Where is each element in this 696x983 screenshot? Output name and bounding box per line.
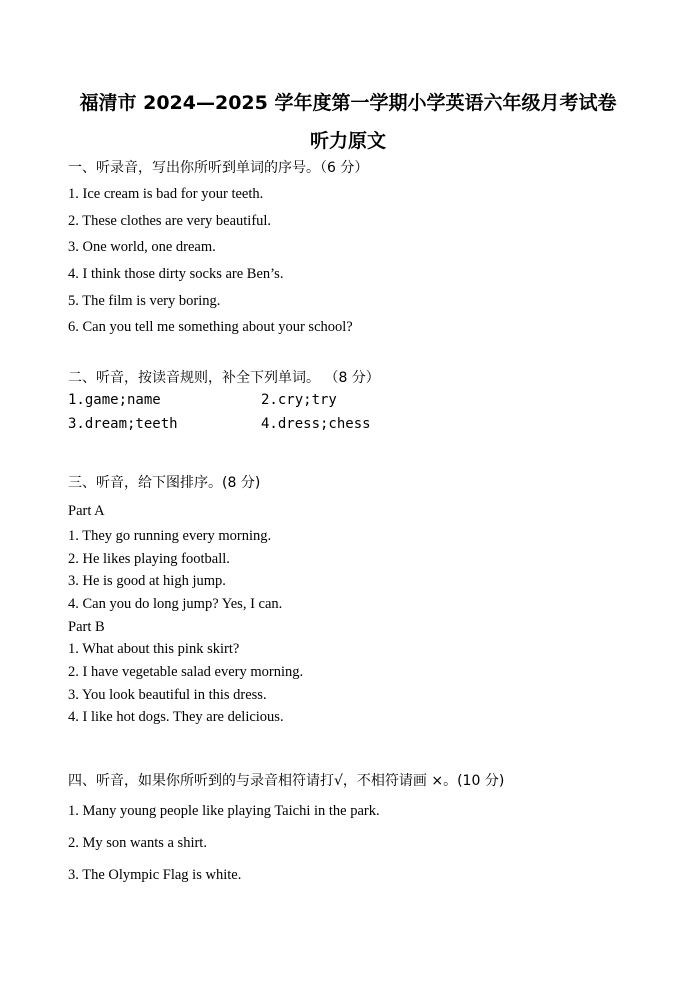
section-4-item: 2. My son wants a shirt.	[68, 835, 207, 851]
part-b-item: 4. I like hot dogs. They are delicious.	[68, 709, 284, 725]
part-b-item: 2. I have vegetable salad every morning.	[68, 664, 304, 680]
section-1-item: 2. These clothes are very beautiful.	[68, 213, 272, 229]
part-a-item: 3. He is good at high jump.	[68, 573, 226, 589]
part-a-label: Part A	[68, 503, 105, 519]
part-b-label: Part B	[68, 619, 105, 635]
section-1-item: 6. Can you tell me something about your school?	[68, 319, 353, 335]
section-2-item: 3.dream;teeth	[68, 416, 178, 432]
section-3-heading: 三、听音，给下图排序。(8 分)	[68, 475, 261, 491]
section-1-item: 3. One world, one dream.	[68, 239, 216, 255]
section-4-item: 1. Many young people like playing Taichi in the park.	[68, 803, 380, 819]
section-1-item: 4. I think those dirty socks are Ben’s.	[68, 266, 284, 282]
part-b-item: 1. What about this pink skirt?	[68, 641, 240, 657]
part-a-item: 2. He likes playing football.	[68, 551, 230, 567]
section-1-item: 1. Ice cream is bad for your teeth.	[68, 186, 264, 202]
section-1-heading: 一、听录音，写出你所听到单词的序号。（6 分）	[68, 160, 369, 176]
section-2-heading: 二、听音，按读音规则，补全下列单词。 （8 分）	[68, 370, 380, 386]
section-4-item: 3. The Olympic Flag is white.	[68, 867, 242, 883]
section-2-item: 4.dress;chess	[261, 416, 371, 432]
section-2-item: 1.game;name	[68, 392, 161, 408]
document-subtitle: 听力原文	[309, 130, 386, 152]
part-a-item: 4. Can you do long jump? Yes, I can.	[68, 596, 283, 612]
part-b-item: 3. You look beautiful in this dress.	[68, 687, 267, 703]
part-a-item: 1. They go running every morning.	[68, 528, 272, 544]
section-2-item: 2.cry;try	[261, 392, 337, 408]
section-4-heading: 四、听音，如果你所听到的与录音相符请打√，不相符请画 ×。(10 分)	[68, 773, 505, 789]
document-title: 福清市 2024—2025 学年度第一学期小学英语六年级月考试卷	[79, 92, 617, 114]
section-1-item: 5. The film is very boring.	[68, 293, 221, 309]
